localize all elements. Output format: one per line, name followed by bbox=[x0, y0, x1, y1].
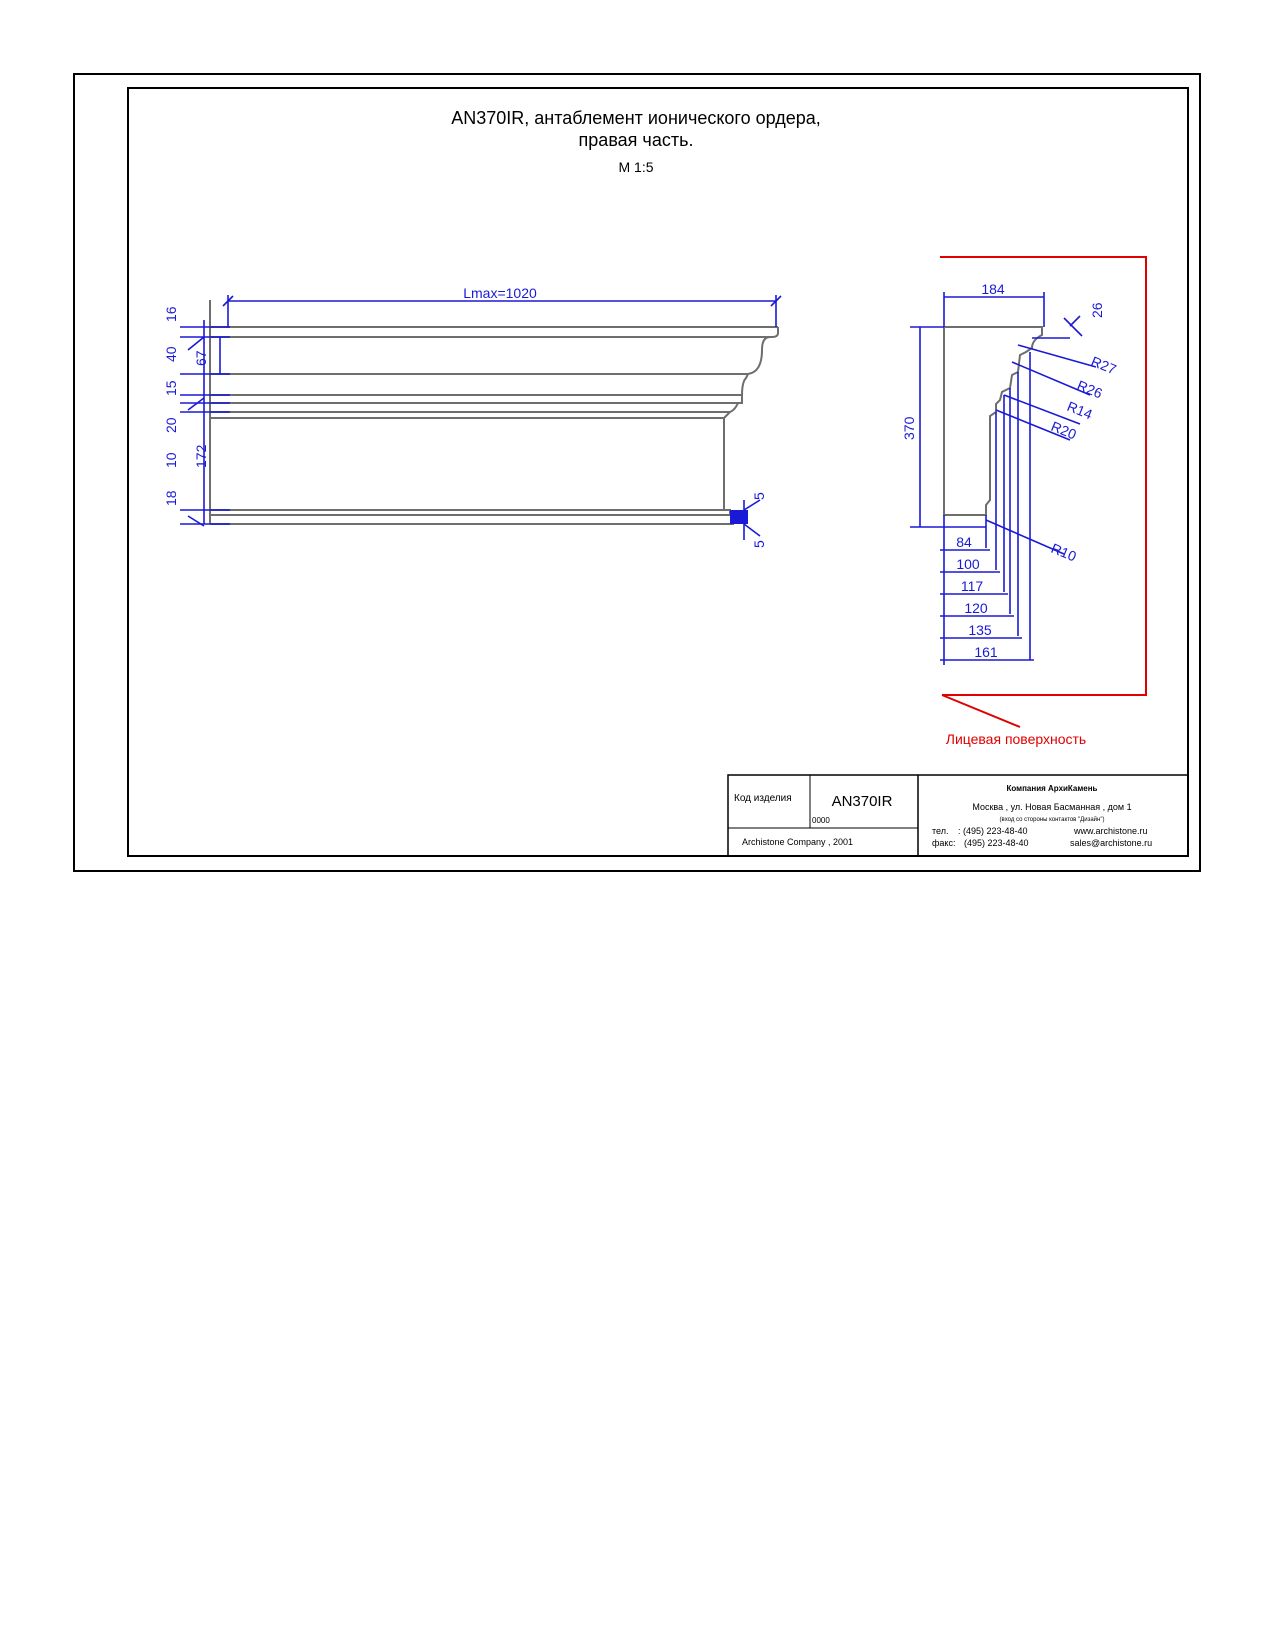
profile-view bbox=[901, 257, 1146, 747]
face-surface-label: Лицевая поверхность bbox=[945, 731, 1087, 747]
radius-r26: R26 bbox=[1074, 376, 1105, 402]
company-year: Archistone Company , 2001 bbox=[742, 837, 854, 847]
product-code-label: Код изделия bbox=[734, 793, 792, 804]
front-dim-15: 15 bbox=[163, 380, 179, 396]
front-dim-5-top: 5 bbox=[751, 492, 767, 500]
phone-label: тел. bbox=[932, 826, 949, 836]
front-dim-20: 20 bbox=[163, 417, 179, 433]
drawing-title-line1: AN370IR, антаблемент ионического ордера, bbox=[451, 108, 821, 128]
front-view-outline bbox=[210, 300, 778, 524]
email: sales@archistone.ru bbox=[1070, 838, 1153, 848]
phone-number: : (495) 223-48-40 bbox=[958, 826, 1028, 836]
front-dim-16: 16 bbox=[163, 306, 179, 322]
radius-r14: R14 bbox=[1064, 397, 1095, 423]
website: www.archistone.ru bbox=[1074, 826, 1148, 836]
radius-r27: R27 bbox=[1088, 352, 1119, 378]
radius-r20: R20 bbox=[1048, 417, 1079, 443]
profile-dim-135: 135 bbox=[968, 622, 992, 638]
fax-number: (495) 223-48-40 bbox=[964, 838, 1029, 848]
outer-frame bbox=[74, 74, 1200, 871]
product-code-number: 0000 bbox=[812, 816, 830, 825]
profile-dim-117: 117 bbox=[960, 578, 984, 594]
profile-dim-120: 120 bbox=[964, 600, 988, 616]
drawing-title-line2: правая часть. bbox=[578, 130, 694, 150]
profile-outline bbox=[944, 327, 1042, 515]
drawing-scale: М 1:5 bbox=[618, 159, 654, 175]
company-name: Компания АрхиКамень bbox=[1006, 784, 1098, 793]
front-dim-172: 172 bbox=[193, 444, 209, 468]
fax-label: факс: bbox=[932, 838, 956, 848]
plinth-detail-mark bbox=[730, 510, 748, 524]
front-dim-10: 10 bbox=[163, 452, 179, 468]
front-dim-40: 40 bbox=[163, 346, 179, 362]
front-dim-5-bottom: 5 bbox=[751, 540, 767, 548]
profile-dim-370: 370 bbox=[901, 416, 917, 440]
company-address-note: (вход со стороны контактов "Дизайн") bbox=[999, 817, 1105, 823]
radius-r10: R10 bbox=[1048, 539, 1079, 565]
length-label: Lmax=1020 bbox=[463, 285, 537, 301]
profile-dim-84: 84 bbox=[956, 534, 972, 550]
profile-dim-184: 184 bbox=[981, 281, 1005, 297]
profile-dim-161: 161 bbox=[974, 644, 998, 660]
company-address: Москва , ул. Новая Басманная , дом 1 bbox=[972, 802, 1132, 812]
profile-dim-100: 100 bbox=[956, 556, 980, 572]
front-dim-67: 67 bbox=[193, 350, 209, 366]
front-view bbox=[163, 285, 781, 548]
front-dim-18: 18 bbox=[163, 490, 179, 506]
profile-dim-26: 26 bbox=[1089, 302, 1105, 318]
title-block bbox=[728, 775, 1188, 856]
product-code-value: AN370IR bbox=[831, 793, 893, 810]
